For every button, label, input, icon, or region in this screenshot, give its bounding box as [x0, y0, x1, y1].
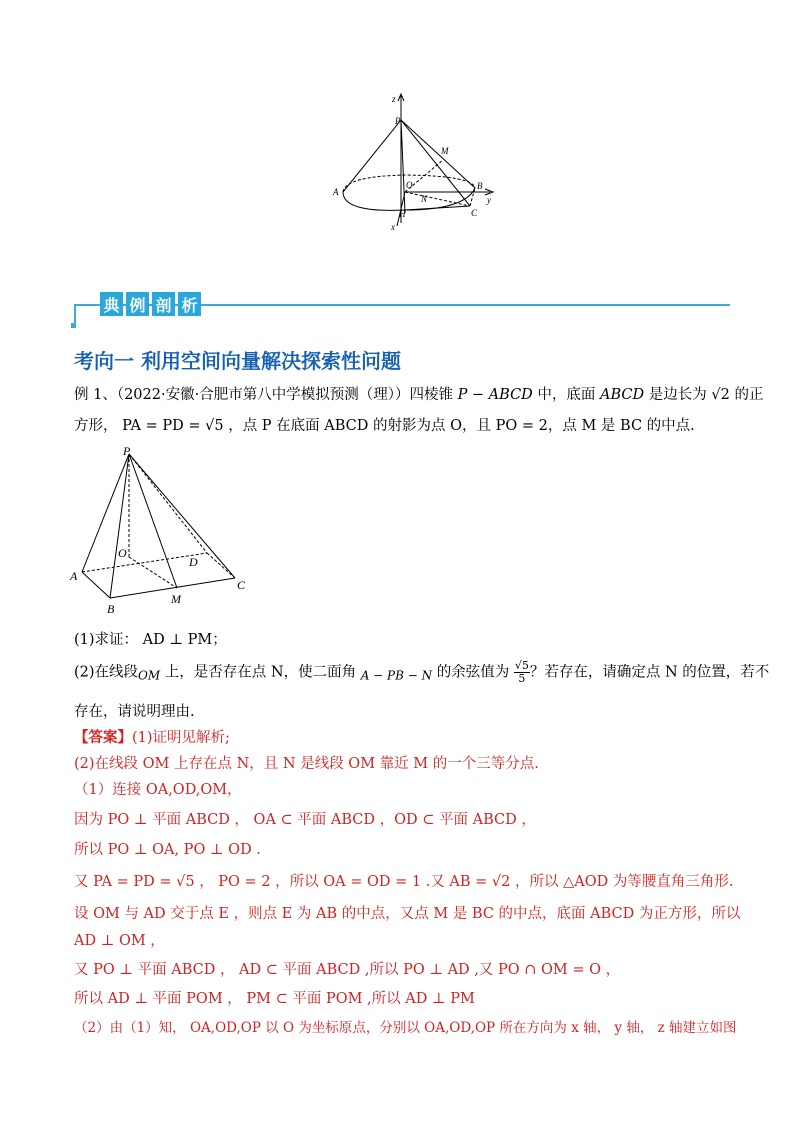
section-dot	[71, 323, 76, 328]
fig1-label-n: N	[421, 194, 428, 204]
fig1-label-c: C	[471, 208, 478, 218]
question-line-1: 例 1、（2022·安徽·合肥市第八中学模拟预测（理））四棱锥 P − ABCD 中，底面 ABCD 是边长为 √2 的正	[74, 387, 764, 403]
fig1-label-b: B	[477, 181, 483, 191]
answer-line-2: (2)在线段 OM 上存在点 N，且 N 是线段 OM 靠近 M 的一个三等分点.	[74, 756, 539, 772]
question-line-2: 方形， PA = PD = √5 ，点 P 在底面 ABCD 的射影为点 O，且 PO = 2，点 M 是 BC 的中点.	[74, 418, 695, 434]
fig2-label-p: P	[123, 445, 131, 458]
solution-line-8: 所以 AD ⊥ 平面 POM ， PM ⊂ 平面 POM ,所以 AD ⊥ PM	[74, 991, 475, 1007]
question-part-1: (1)求证： AD ⊥ PM；	[74, 632, 227, 648]
cosine-fraction: $\frac{√5}{5}$	[514, 659, 529, 685]
section-char: 析	[178, 292, 201, 316]
solution-line-2: 因为 PO ⊥ 平面 ABCD ， OA ⊂ 平面 ABCD ，OD ⊂ 平面 ABCD ，	[74, 812, 536, 828]
fig1-label-o: O	[406, 180, 413, 190]
answer-line-1: 【答案】(1)证明见解析;	[74, 729, 230, 746]
answer-label: 【答案】	[74, 729, 132, 746]
section-title	[100, 292, 201, 316]
solution-line-7: 又 PO ⊥ 平面 ABCD ， AD ⊂ 平面 ABCD ,所以 PO ⊥ AD ,又 PO ∩ OM = O ，	[74, 962, 621, 978]
solution-line-4: 又 PA = PD = √5 ， PO = 2 ，所以 OA = OD = 1 .又 AB = √2 ，所以 △AOD 为等腰直角三角形.	[74, 874, 734, 890]
fig2-label-a: A	[70, 569, 78, 583]
fig2-label-b: B	[107, 602, 115, 616]
solution-line-3: 所以 PO ⊥ OA, PO ⊥ OD .	[74, 842, 261, 858]
fig1-label-z: z	[392, 94, 396, 104]
question-part-2: (2)在线段$_{OM}$ 上，是否存在点 N，使二面角 $_{A - PB - N}$ 的余弦值为 $\frac{√5}{5}$ ？若存在，请确定点 N 的位置，若不	[74, 659, 770, 685]
fig1-label-a: A	[333, 187, 339, 197]
pyramid-figure	[65, 445, 260, 620]
fig1-label-x: x	[391, 222, 395, 232]
solution-line-5: 设 OM 与 AD 交于点 E ，则点 E 为 AB 的中点，又点 M 是 BC 的中点，底面 ABCD 为正方形，所以	[74, 906, 741, 922]
fig1-label-h: H	[399, 209, 406, 219]
fig1-label-p: P	[395, 116, 401, 126]
fig2-label-c: C	[237, 578, 246, 592]
fig1-label-y: y	[487, 195, 491, 205]
fig2-label-d: D	[189, 555, 198, 569]
topic-heading: 考向一 利用空间向量解决探索性问题	[74, 349, 401, 373]
section-char: 例	[126, 292, 149, 316]
fig2-label-o: O	[118, 546, 127, 560]
cone-coordinate-figure	[325, 88, 505, 233]
question-part-2-line-2: 存在，请说明理由.	[74, 704, 195, 720]
solution-line-9: （2）由（1）知， OA,OD,OP 以 O 为坐标原点，分别以 OA,OD,OP 所在方向为 x 轴， y 轴， z 轴建立如图	[74, 1020, 737, 1036]
section-char: 剖	[152, 292, 175, 316]
section-header	[74, 292, 730, 330]
section-char: 典	[100, 292, 123, 316]
solution-line-1: （1）连接 OA,OD,OM，	[74, 782, 242, 798]
fig1-label-m: M	[441, 146, 449, 156]
solution-line-6: AD ⊥ OM ，	[74, 933, 165, 949]
fig2-label-m: M	[171, 592, 181, 606]
